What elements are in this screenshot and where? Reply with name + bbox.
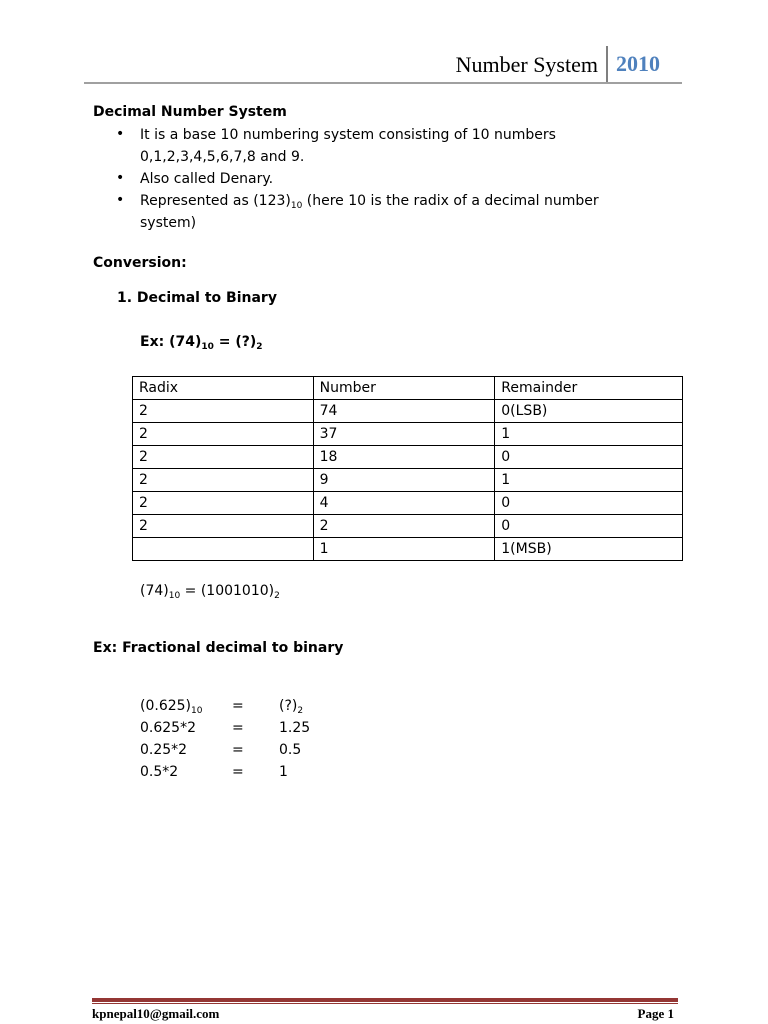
bullet-line: It is a base 10 numbering system consisting of 10 numbers (140, 127, 556, 143)
footer-page-number: Page 1 (637, 1006, 674, 1021)
step-equals: = (232, 742, 244, 758)
table-cell: 2 (313, 515, 495, 538)
bullet-line: 0,1,2,3,4,5,6,7,8 and 9. (140, 149, 305, 165)
bullet-icon: • (116, 192, 125, 208)
table-row (133, 423, 683, 446)
subscript: 10 (201, 342, 214, 352)
step-lhs: 0.5*2 (140, 764, 179, 780)
subscript: 2 (297, 706, 304, 716)
step-equals: = (232, 764, 244, 780)
column-header: Number (313, 377, 495, 400)
table-cell: 2 (133, 492, 314, 515)
bullet-icon: • (116, 126, 125, 142)
table-cell: 18 (313, 446, 495, 469)
list-item (140, 124, 660, 168)
table-cell: 0 (495, 446, 683, 469)
table-cell (133, 538, 314, 561)
list-item (140, 190, 660, 234)
subscript: 2 (256, 342, 263, 352)
table-cell: 74 (313, 400, 495, 423)
table-cell: 1 (313, 538, 495, 561)
footer-rule (92, 998, 678, 1002)
subscript: 10 (191, 706, 203, 716)
table-header-row (133, 377, 683, 400)
table-cell: 1 (495, 423, 683, 446)
column-header: Radix (133, 377, 314, 400)
step-rhs-text: (?) (279, 698, 298, 714)
conversion-heading: Conversion: (93, 255, 187, 271)
header-rule (84, 82, 682, 84)
conversion-result (140, 583, 280, 599)
table-cell: 2 (133, 423, 314, 446)
section-heading: Decimal Number System (93, 104, 287, 120)
table-row (133, 515, 683, 538)
conversion-table (132, 376, 683, 561)
table-row (133, 538, 683, 561)
numbered-item: 1. Decimal to Binary (117, 290, 277, 306)
table-row (133, 446, 683, 469)
step-equals: = (232, 720, 244, 736)
table-cell: 4 (313, 492, 495, 515)
table-row (133, 492, 683, 515)
subscript: 10 (168, 591, 181, 601)
step-rhs: 0.5 (279, 742, 302, 758)
result-pre: (74) (140, 583, 169, 599)
example-label (140, 334, 263, 350)
table-row (133, 400, 683, 423)
bullet-line: Also called Denary. (140, 171, 274, 187)
table-cell: 9 (313, 469, 495, 492)
table-cell: 1(MSB) (495, 538, 683, 561)
subscript: 10 (290, 201, 303, 211)
step-lhs (140, 695, 202, 717)
step-lhs-text: (0.625) (140, 698, 192, 714)
subscript: 2 (274, 591, 280, 601)
step-equals: = (232, 698, 244, 714)
column-header: Remainder (495, 377, 683, 400)
table-cell: 0 (495, 515, 683, 538)
table-row (133, 469, 683, 492)
example-pre: Ex: (74) (140, 334, 202, 350)
example-mid: = (?) (213, 334, 257, 350)
header-divider (606, 46, 608, 82)
table-cell: 0 (495, 492, 683, 515)
step-rhs: 1 (279, 764, 288, 780)
bullet-text-post: (here 10 is the radix of a decimal number (302, 193, 599, 209)
footer-rule-thin (92, 1003, 678, 1004)
page-header (84, 44, 682, 84)
bullet-icon: • (116, 170, 125, 186)
result-mid: = (1001010) (180, 583, 275, 599)
header-year: 2010 (616, 51, 660, 76)
table-cell: 2 (133, 515, 314, 538)
header-title: Number System (455, 52, 598, 77)
footer-email: kpnepal10@gmail.com (92, 1006, 220, 1021)
bullet-text-pre: Represented as (123) (140, 193, 291, 209)
table-cell: 2 (133, 446, 314, 469)
step-lhs: 0.25*2 (140, 742, 188, 758)
table-cell: 2 (133, 469, 314, 492)
table-cell: 1 (495, 469, 683, 492)
step-lhs: 0.625*2 (140, 720, 196, 736)
step-rhs: 1.25 (279, 720, 311, 736)
table-cell: 2 (133, 400, 314, 423)
bullet-line: system) (140, 215, 197, 231)
list-item (140, 168, 660, 190)
step-rhs (279, 695, 303, 717)
table-cell: 37 (313, 423, 495, 446)
table-cell: 0(LSB) (495, 400, 683, 423)
fractional-heading: Ex: Fractional decimal to binary (93, 640, 344, 656)
